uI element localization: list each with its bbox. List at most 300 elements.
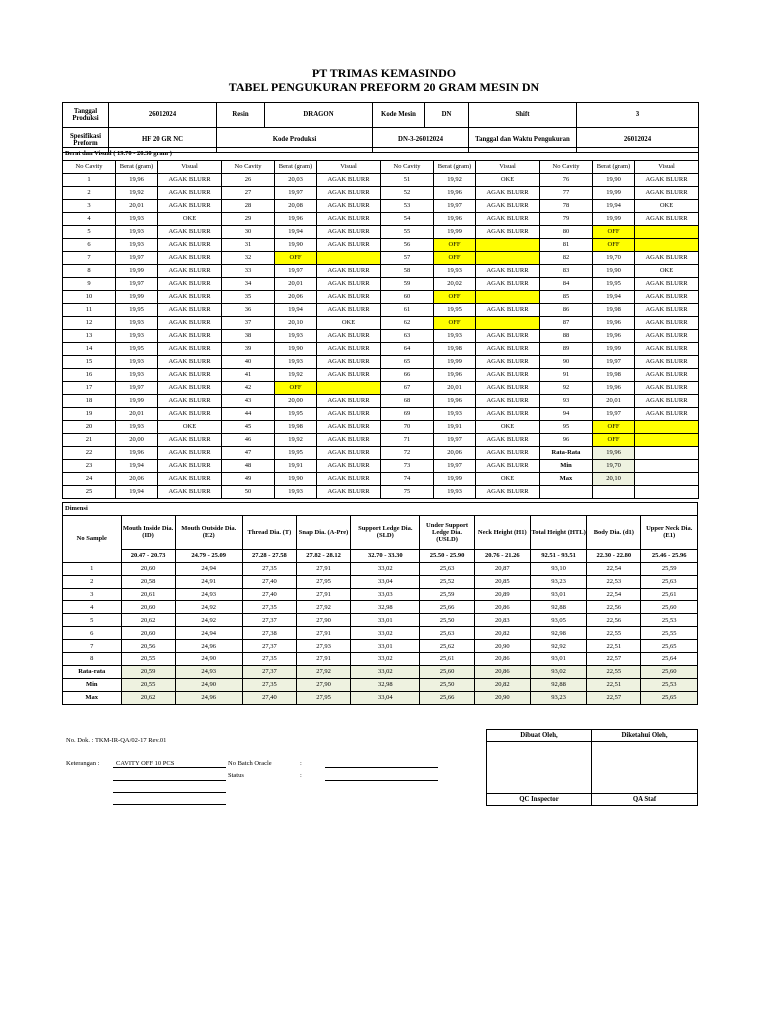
berat-cell: 58 — [381, 265, 434, 278]
berat-cell: AGAK BLURR — [635, 317, 699, 330]
dimensi-stat-cell: 20,55 — [121, 678, 175, 691]
berat-cell: AGAK BLURR — [158, 252, 222, 265]
berat-cell: 91 — [540, 369, 593, 382]
berat-cell: 36 — [222, 304, 275, 317]
berat-cell: 29 — [222, 213, 275, 226]
dimensi-cell: 20,61 — [121, 588, 175, 601]
dimensi-cell: 22,53 — [587, 575, 641, 588]
berat-cell: 19,92 — [116, 187, 158, 200]
berat-cell: 19,97 — [116, 278, 158, 291]
col-no-cavity: No Cavity — [381, 161, 434, 174]
berat-cell: 20,03 — [275, 174, 317, 187]
table-row — [63, 265, 699, 278]
berat-cell: AGAK BLURR — [317, 369, 381, 382]
berat-cell: AGAK BLURR — [476, 434, 540, 447]
berat-cell: 19,96 — [434, 369, 476, 382]
dimensi-cell: 22,55 — [587, 627, 641, 640]
berat-cell: 20,01 — [434, 382, 476, 395]
berat-cell: 19,96 — [434, 213, 476, 226]
dimensi-cell: 25,59 — [641, 562, 698, 575]
dimensi-stat-cell: 20,90 — [474, 691, 530, 704]
berat-cell: 62 — [381, 317, 434, 330]
dimensi-cell: 27,90 — [296, 614, 350, 627]
dimensi-stat-cell: 92,88 — [530, 678, 586, 691]
berat-cell: AGAK BLURR — [635, 382, 699, 395]
dimensi-cell: 33,02 — [351, 627, 420, 640]
berat-cell — [476, 239, 540, 252]
dimensi-cell: 7 — [63, 640, 122, 653]
no-sample-label: No Sample — [63, 515, 122, 562]
table-row — [63, 278, 699, 291]
berat-cell — [476, 252, 540, 265]
berat-cell: 19,99 — [593, 343, 635, 356]
kode-mesin-value: DN — [425, 103, 469, 128]
dimensi-stat-cell: 20,86 — [474, 665, 530, 678]
dimensi-cell: 33,03 — [351, 588, 420, 601]
berat-cell: 19,93 — [116, 330, 158, 343]
berat-cell: 19,97 — [434, 200, 476, 213]
berat-cell: AGAK BLURR — [317, 447, 381, 460]
berat-cell: 78 — [540, 200, 593, 213]
company-title: PT TRIMAS KEMASINDO — [311, 66, 457, 80]
berat-cell: AGAK BLURR — [158, 278, 222, 291]
berat-cell: 12 — [63, 317, 116, 330]
berat-cell: 19,94 — [275, 226, 317, 239]
berat-cell: AGAK BLURR — [635, 304, 699, 317]
berat-cell: 19,96 — [593, 382, 635, 395]
berat-cell — [635, 447, 699, 460]
dimensi-cell: 25,62 — [420, 640, 474, 653]
berat-cell: 33 — [222, 265, 275, 278]
berat-cell: 92 — [540, 382, 593, 395]
berat-cell: AGAK BLURR — [317, 213, 381, 226]
berat-cell: AGAK BLURR — [635, 278, 699, 291]
berat-cell: 17 — [63, 382, 116, 395]
dimensi-stat-cell: 24,93 — [175, 665, 242, 678]
dimensi-cell: 25,55 — [641, 627, 698, 640]
batch-colon: : — [300, 760, 302, 767]
document-number: No. Dok. : TKM-IR-QA/02-17 Rev.01 — [66, 737, 167, 744]
berat-visual-table — [62, 147, 699, 499]
berat-cell: AGAK BLURR — [317, 278, 381, 291]
berat-cell: AGAK BLURR — [158, 408, 222, 421]
dimensi-spec: 32.70 - 33.30 — [351, 549, 420, 562]
berat-cell: 20,10 — [593, 473, 635, 486]
berat-cell: 34 — [222, 278, 275, 291]
berat-cell: 19,93 — [116, 421, 158, 434]
berat-cell: 20,00 — [116, 434, 158, 447]
dimensi-column-header: Mouth Outside Dia. (E2) — [175, 515, 242, 549]
dimensi-cell: 92,88 — [530, 601, 586, 614]
berat-cell: 14 — [63, 343, 116, 356]
dimensi-stat-cell: Min — [63, 678, 122, 691]
table-row — [63, 200, 699, 213]
dimensi-stat-cell: 24,96 — [175, 691, 242, 704]
berat-cell: 22 — [63, 447, 116, 460]
batch-value-line — [325, 767, 438, 768]
berat-cell: 66 — [381, 369, 434, 382]
dimensi-cell: 24,91 — [175, 575, 242, 588]
berat-cell: 56 — [381, 239, 434, 252]
berat-cell: AGAK BLURR — [476, 356, 540, 369]
berat-cell: 19,94 — [593, 200, 635, 213]
table-row — [63, 460, 699, 473]
dimensi-stat-row — [63, 665, 698, 678]
berat-cell: AGAK BLURR — [476, 265, 540, 278]
berat-cell: 3 — [63, 200, 116, 213]
dimensi-cell: 27,35 — [242, 653, 296, 666]
dimensi-cell: 93,01 — [530, 653, 586, 666]
col-visual: Visual — [317, 161, 381, 174]
dimensi-stat-cell: 93,23 — [530, 691, 586, 704]
berat-cell: 4 — [63, 213, 116, 226]
dimensi-spec: 25.46 - 25.96 — [641, 549, 698, 562]
berat-cell: 38 — [222, 330, 275, 343]
dimensi-spec: 27.82 - 28.12 — [296, 549, 350, 562]
berat-cell: AGAK BLURR — [476, 343, 540, 356]
dimensi-spec: 20.47 - 20.73 — [121, 549, 175, 562]
berat-cell: 19,99 — [116, 395, 158, 408]
berat-cell — [635, 486, 699, 499]
dimensi-cell: 24,94 — [175, 562, 242, 575]
dimensi-cell: 27,91 — [296, 627, 350, 640]
tanggal-waktu-label: Tanggal dan Waktu Pengukuran — [469, 128, 577, 153]
dimensi-column-header: Support Ledge Dia. (SLD) — [351, 515, 420, 549]
berat-cell: Min — [540, 460, 593, 473]
berat-cell: AGAK BLURR — [158, 473, 222, 486]
berat-cell: AGAK BLURR — [476, 278, 540, 291]
dimensi-column-header: Thread Dia. (T) — [242, 515, 296, 549]
dimensi-cell: 93,23 — [530, 575, 586, 588]
dimensi-stat-cell: 25,53 — [641, 678, 698, 691]
resin-value: DRAGON — [265, 103, 373, 128]
berat-cell: AGAK BLURR — [476, 447, 540, 460]
dimensi-stat-cell: 33,04 — [351, 691, 420, 704]
berat-cell: 19,94 — [593, 291, 635, 304]
berat-cell: 79 — [540, 213, 593, 226]
table-row — [63, 382, 699, 395]
dimensi-cell: 24,94 — [175, 627, 242, 640]
berat-cell: 48 — [222, 460, 275, 473]
table-row — [63, 174, 699, 187]
dimensi-column-header: Snap Dia. (A-Pre) — [296, 515, 350, 549]
berat-cell: AGAK BLURR — [158, 330, 222, 343]
table-row — [63, 434, 699, 447]
berat-cell: OFF — [275, 252, 317, 265]
berat-cell: 23 — [63, 460, 116, 473]
berat-cell: OFF — [434, 291, 476, 304]
status-value-line — [325, 780, 438, 781]
berat-cell: AGAK BLURR — [317, 343, 381, 356]
dimensi-cell: 8 — [63, 653, 122, 666]
batch-label: No Batch Oracle — [228, 760, 272, 767]
dimensi-column-header: Total Height (HTL) — [530, 515, 586, 549]
berat-cell: 19,96 — [434, 187, 476, 200]
berat-cell: AGAK BLURR — [158, 395, 222, 408]
berat-cell: 82 — [540, 252, 593, 265]
berat-cell: AGAK BLURR — [158, 447, 222, 460]
berat-cell: 65 — [381, 356, 434, 369]
table-row — [63, 408, 699, 421]
berat-cell: AGAK BLURR — [635, 213, 699, 226]
dimensi-stat-cell: 20,62 — [121, 691, 175, 704]
berat-cell: 75 — [381, 486, 434, 499]
berat-cell — [635, 473, 699, 486]
dimensi-cell: 22,56 — [587, 614, 641, 627]
berat-cell: AGAK BLURR — [158, 434, 222, 447]
dibuat-signature-box — [487, 742, 592, 794]
berat-cell: AGAK BLURR — [158, 343, 222, 356]
dimensi-cell: 25,63 — [641, 575, 698, 588]
keterangan-line-2 — [113, 780, 226, 781]
dimensi-spec-row — [63, 549, 698, 562]
dimensi-stat-cell: 33,02 — [351, 665, 420, 678]
dimensi-cell: 20,60 — [121, 601, 175, 614]
berat-cell: AGAK BLURR — [317, 200, 381, 213]
berat-cell: 11 — [63, 304, 116, 317]
dimensi-cell: 24,92 — [175, 601, 242, 614]
berat-cell: 30 — [222, 226, 275, 239]
dimensi-cell: 25,63 — [420, 627, 474, 640]
berat-cell: 77 — [540, 187, 593, 200]
berat-cell — [476, 317, 540, 330]
report-title: TABEL PENGUKURAN PREFORM 20 GRAM MESIN DN — [228, 80, 540, 94]
kode-produksi-value: DN-3-26012024 — [373, 128, 469, 153]
berat-cell: 67 — [381, 382, 434, 395]
berat-cell: 19,98 — [434, 343, 476, 356]
berat-cell: 7 — [63, 252, 116, 265]
berat-cell: AGAK BLURR — [158, 187, 222, 200]
berat-cell: 44 — [222, 408, 275, 421]
dimensi-stat-cell: Rata-rata — [63, 665, 122, 678]
berat-cell: 37 — [222, 317, 275, 330]
table-row — [63, 473, 699, 486]
berat-cell: OKE — [635, 200, 699, 213]
berat-cell: 19,93 — [116, 369, 158, 382]
berat-cell: 28 — [222, 200, 275, 213]
dimensi-cell: 1 — [63, 562, 122, 575]
qc-inspector-label: QC Inspector — [487, 794, 592, 806]
berat-cell: AGAK BLURR — [317, 473, 381, 486]
diketahui-oleh-label: Diketahui Oleh, — [592, 730, 698, 742]
table-row — [63, 640, 698, 653]
table-row — [63, 304, 699, 317]
berat-cell: 27 — [222, 187, 275, 200]
berat-cell: 90 — [540, 356, 593, 369]
dimensi-cell: 33,04 — [351, 575, 420, 588]
berat-cell — [593, 486, 635, 499]
table-row — [63, 562, 698, 575]
berat-cell: 81 — [540, 239, 593, 252]
berat-cell: 19,92 — [275, 369, 317, 382]
dimensi-cell: 4 — [63, 601, 122, 614]
berat-cell: AGAK BLURR — [317, 460, 381, 473]
berat-cell: 76 — [540, 174, 593, 187]
dimensi-cell: 27,91 — [296, 588, 350, 601]
berat-cell: AGAK BLURR — [158, 317, 222, 330]
berat-cell: AGAK BLURR — [476, 213, 540, 226]
dimensi-cell: 25,63 — [420, 562, 474, 575]
berat-cell: AGAK BLURR — [317, 174, 381, 187]
berat-cell: 19,95 — [116, 304, 158, 317]
berat-cell: OKE — [476, 421, 540, 434]
qa-staf-label: QA Staf — [592, 794, 698, 806]
col-no-cavity: No Cavity — [222, 161, 275, 174]
berat-cell: 19,92 — [275, 434, 317, 447]
table-row — [63, 421, 699, 434]
dimensi-cell: 22,56 — [587, 601, 641, 614]
berat-cell — [476, 291, 540, 304]
berat-cell: 19,91 — [434, 421, 476, 434]
signature-table — [486, 729, 698, 806]
berat-cell: 35 — [222, 291, 275, 304]
dimensi-cell: 25,64 — [641, 653, 698, 666]
col-visual: Visual — [476, 161, 540, 174]
berat-cell: 19,97 — [275, 187, 317, 200]
berat-cell: 19,96 — [116, 174, 158, 187]
dimensi-cell: 20,89 — [474, 588, 530, 601]
berat-cell: 19,93 — [434, 408, 476, 421]
berat-header-row — [63, 161, 699, 174]
dimensi-cell: 27,40 — [242, 575, 296, 588]
berat-cell: OKE — [158, 421, 222, 434]
berat-cell: AGAK BLURR — [317, 408, 381, 421]
dimensi-stat-cell: 25,60 — [420, 665, 474, 678]
berat-cell: 19,93 — [116, 213, 158, 226]
berat-cell: 51 — [381, 174, 434, 187]
dimensi-cell: 27,91 — [296, 653, 350, 666]
berat-cell: 19,91 — [275, 460, 317, 473]
berat-cell: 9 — [63, 278, 116, 291]
col-berat: Berat (gram) — [275, 161, 317, 174]
dimensi-cell: 20,87 — [474, 562, 530, 575]
dimensi-header-row — [63, 515, 698, 549]
dimensi-stat-cell: 27,95 — [296, 691, 350, 704]
berat-cell: 88 — [540, 330, 593, 343]
dimensi-cell: 27,35 — [242, 601, 296, 614]
dimensi-cell: 22,54 — [587, 588, 641, 601]
dimensi-column-header: Body Dia. (d1) — [587, 515, 641, 549]
keterangan-line-1 — [113, 767, 226, 768]
table-row — [63, 447, 699, 460]
dimensi-section-label: Dimensi — [63, 503, 698, 516]
shift-value: 3 — [577, 103, 699, 128]
dimensi-spec: 22.30 - 22.80 — [587, 549, 641, 562]
berat-cell: 19,93 — [116, 239, 158, 252]
dibuat-oleh-label: Dibuat Oleh, — [487, 730, 592, 742]
dimensi-cell: 93,05 — [530, 614, 586, 627]
col-visual: Visual — [158, 161, 222, 174]
berat-cell: AGAK BLURR — [317, 434, 381, 447]
keterangan-line-4 — [113, 804, 226, 805]
berat-cell: 20,02 — [434, 278, 476, 291]
berat-cell: 50 — [222, 486, 275, 499]
table-row — [63, 369, 699, 382]
dimensi-cell: 25,66 — [420, 601, 474, 614]
berat-cell: AGAK BLURR — [476, 330, 540, 343]
berat-cell: AGAK BLURR — [476, 187, 540, 200]
kode-mesin-label: Kode Mesin — [373, 103, 425, 128]
berat-cell: 86 — [540, 304, 593, 317]
berat-cell: 96 — [540, 434, 593, 447]
berat-cell: 19,70 — [593, 460, 635, 473]
dimensi-spec: 25.50 - 25.90 — [420, 549, 474, 562]
berat-cell: 19,98 — [275, 421, 317, 434]
dimensi-cell: 27,37 — [242, 640, 296, 653]
berat-cell: 74 — [381, 473, 434, 486]
dimensi-cell: 93,01 — [530, 588, 586, 601]
berat-cell: AGAK BLURR — [317, 356, 381, 369]
berat-cell: 19,98 — [593, 304, 635, 317]
dimensi-stat-row — [63, 678, 698, 691]
berat-cell: 19,97 — [434, 460, 476, 473]
berat-cell: 61 — [381, 304, 434, 317]
dimensi-cell: 27,38 — [242, 627, 296, 640]
berat-cell — [635, 239, 699, 252]
berat-cell: 19,96 — [593, 330, 635, 343]
berat-cell: AGAK BLURR — [476, 200, 540, 213]
berat-cell: 19,94 — [116, 460, 158, 473]
berat-cell: AGAK BLURR — [476, 460, 540, 473]
header-info-table — [62, 102, 699, 153]
berat-cell: 19,97 — [275, 265, 317, 278]
table-row — [63, 601, 698, 614]
dimensi-section-row — [63, 503, 698, 516]
dimensi-stat-cell: 27,90 — [296, 678, 350, 691]
berat-cell: 8 — [63, 265, 116, 278]
berat-cell — [317, 252, 381, 265]
berat-cell: 19,90 — [275, 239, 317, 252]
dimensi-cell: 20,86 — [474, 601, 530, 614]
berat-cell: 19,96 — [434, 395, 476, 408]
berat-cell: OFF — [593, 226, 635, 239]
berat-cell: 19,94 — [275, 304, 317, 317]
dimensi-stat-cell: 27,35 — [242, 678, 296, 691]
dimensi-cell: 20,56 — [121, 640, 175, 653]
berat-cell: 20,01 — [593, 395, 635, 408]
dimensi-stat-cell: 25,50 — [420, 678, 474, 691]
berat-cell: 19,97 — [434, 434, 476, 447]
berat-cell: 19,97 — [593, 408, 635, 421]
berat-cell: 72 — [381, 447, 434, 460]
berat-cell: 49 — [222, 473, 275, 486]
berat-cell: AGAK BLURR — [317, 330, 381, 343]
dimensi-stat-cell: 25,60 — [641, 665, 698, 678]
status-label: Status — [228, 772, 244, 779]
berat-cell: 20,06 — [275, 291, 317, 304]
berat-cell: 19,99 — [593, 213, 635, 226]
table-row — [63, 226, 699, 239]
berat-cell: 93 — [540, 395, 593, 408]
dimensi-spec: 20.76 - 21.26 — [474, 549, 530, 562]
berat-cell: 13 — [63, 330, 116, 343]
dimensi-stat-cell: 22,55 — [587, 665, 641, 678]
tanggal-produksi-label: Tanggal Produksi — [63, 103, 109, 128]
berat-cell: 85 — [540, 291, 593, 304]
berat-cell — [635, 421, 699, 434]
berat-cell: OFF — [593, 239, 635, 252]
berat-cell: AGAK BLURR — [635, 174, 699, 187]
dimensi-stat-cell: 22,51 — [587, 678, 641, 691]
berat-cell: 40 — [222, 356, 275, 369]
shift-label: Shift — [469, 103, 577, 128]
table-row — [63, 330, 699, 343]
dimensi-cell: 24,93 — [175, 588, 242, 601]
dimensi-cell: 22,57 — [587, 653, 641, 666]
spesifikasi-value: HF 20 GR NC — [109, 128, 217, 153]
keterangan-label: Keterangan : — [66, 760, 100, 767]
dimensi-cell: 27,92 — [296, 601, 350, 614]
